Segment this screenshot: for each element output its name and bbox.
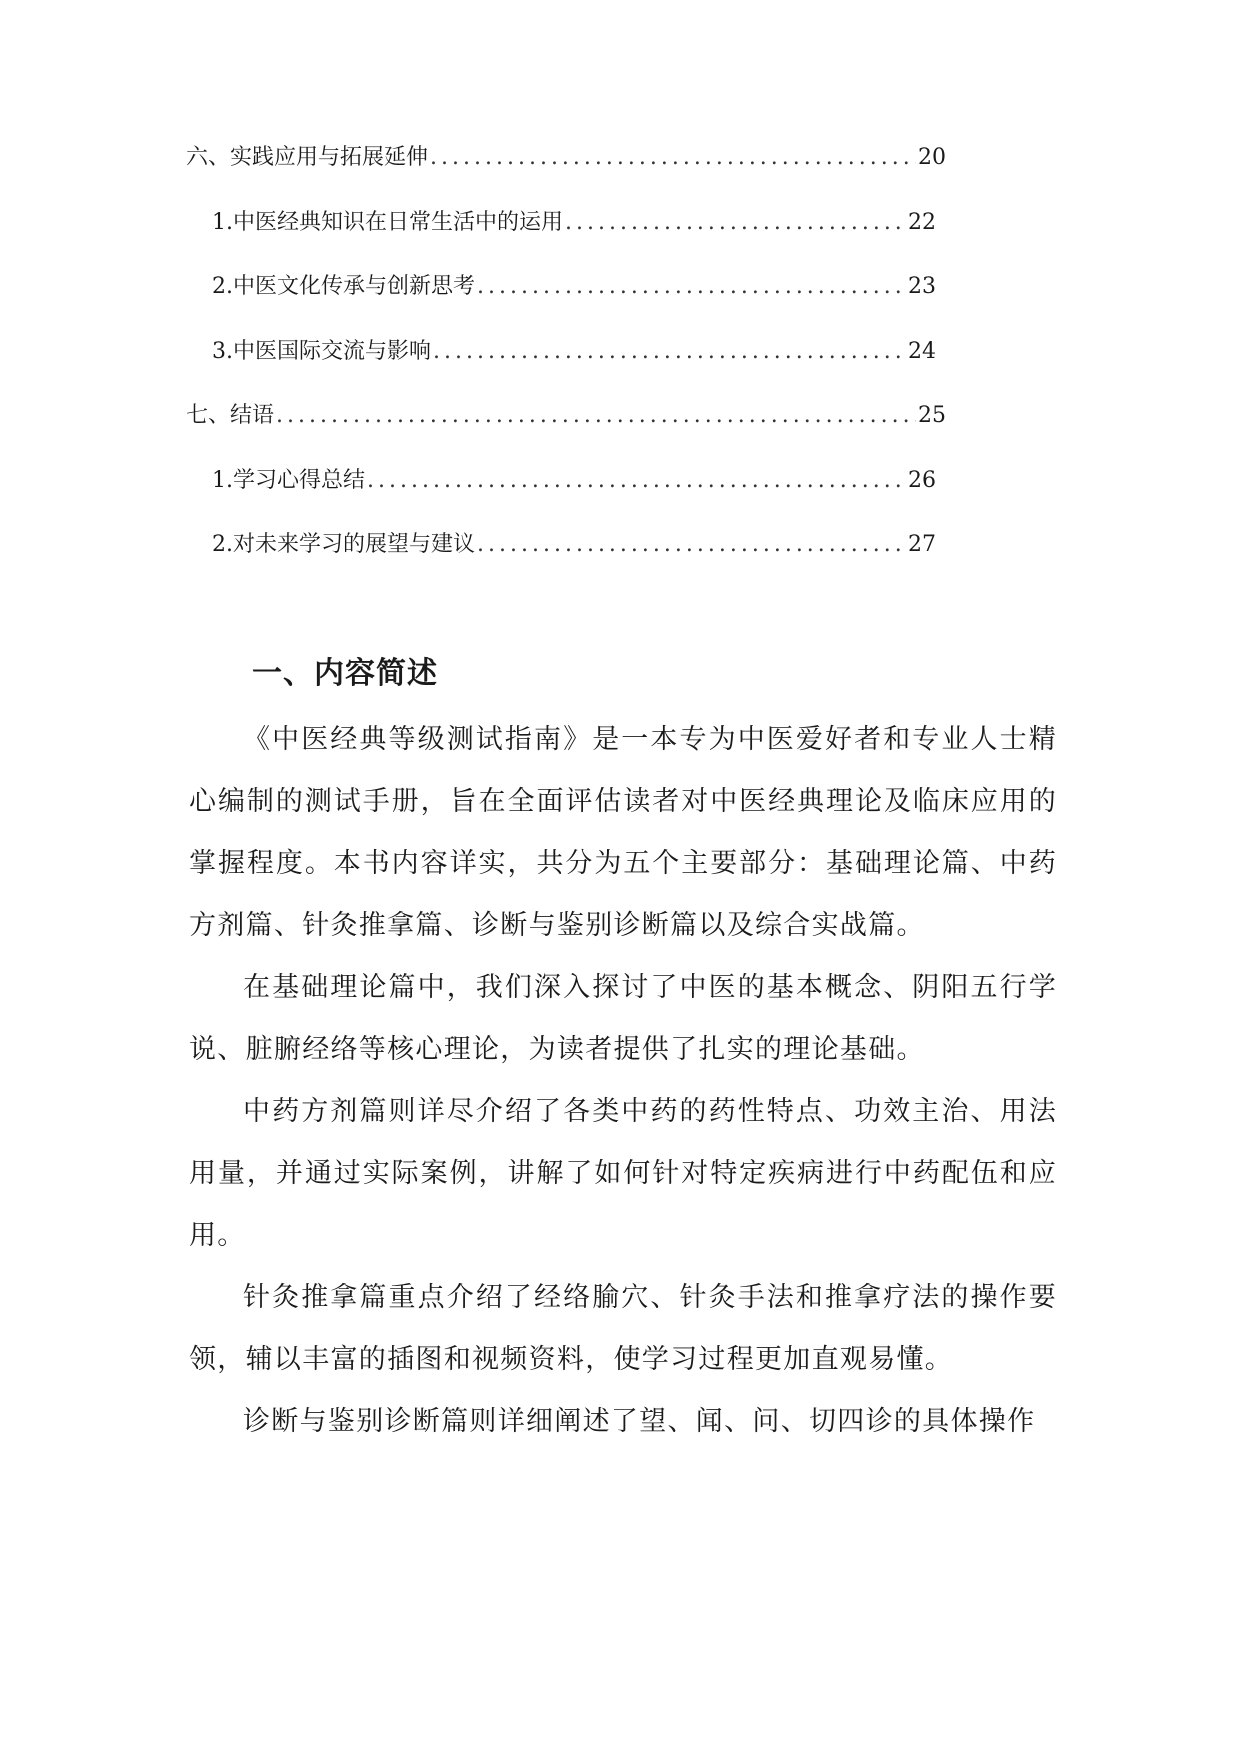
toc-entry-page: 24	[908, 338, 936, 364]
toc-entry-title: 对未来学习的展望与建议	[233, 532, 476, 557]
toc-entry-title: 中医经典知识在日常生活中的运用	[233, 209, 564, 235]
toc-entry-number: 1.	[212, 467, 233, 493]
body-paragraph: 在基础理论篇中，我们深入探讨了中医的基本概念、阴阳五行学说、脏腑经络等核心理论，为读者提供了扎实的理论基础。	[189, 972, 1057, 1065]
toc-entry[interactable]	[186, 466, 946, 531]
toc-entry-title: 中医文化传承与创新思考	[233, 274, 476, 299]
section-heading: 一、内容简述	[252, 656, 438, 692]
body-paragraph: 诊断与鉴别诊断篇则详细阐述了望、闻、问、切四诊的具体操作	[243, 1406, 1036, 1437]
toc-entry-title: 学习心得总结	[233, 467, 366, 493]
toc-entry[interactable]	[186, 337, 946, 402]
toc-dot-leader	[276, 401, 916, 431]
body-paragraph: 《中医经典等级测试指南》是一本专为中医爱好者和专业人士精心编制的测试手册，旨在全面评估读者对中医经典理论及临床应用的掌握程度。本书内容详实，共分为五个主要部分：基础理论篇、中药方剂篇、针灸推拿篇、诊断与鉴别诊断篇以及综合实战篇。	[189, 724, 1057, 941]
toc-dot-leader	[565, 208, 906, 238]
toc-entry[interactable]	[186, 272, 946, 337]
toc-entry[interactable]	[186, 401, 946, 466]
toc-dot-leader	[430, 143, 916, 173]
toc-entry-page: 22	[908, 209, 936, 235]
toc-entry-number: 3.	[212, 338, 233, 364]
toc-entry-number: 2.	[212, 532, 233, 557]
body-paragraph: 中药方剂篇则详尽介绍了各类中药的药性特点、功效主治、用法用量，并通过实际案例，讲解了如何针对特定疾病进行中药配伍和应用。	[189, 1096, 1057, 1251]
toc-entry-page: 26	[908, 467, 936, 493]
toc-dot-leader	[433, 337, 906, 367]
toc-entry-title: 六、实践应用与拓展延伸	[186, 145, 429, 170]
toc-dot-leader	[477, 530, 906, 560]
toc-entry-title: 中医国际交流与影响	[233, 338, 432, 364]
section-body	[189, 709, 1057, 1453]
body-paragraph: 针灸推拿篇重点介绍了经络腧穴、针灸手法和推拿疗法的操作要领，辅以丰富的插图和视频资料，使学习过程更加直观易懂。	[189, 1282, 1057, 1375]
toc-entry-title: 七、结语	[186, 403, 275, 428]
table-of-contents	[186, 143, 946, 595]
toc-dot-leader	[477, 272, 906, 302]
toc-dot-leader	[367, 466, 906, 496]
toc-entry-page: 20	[918, 145, 946, 170]
toc-entry[interactable]	[186, 208, 946, 273]
toc-entry-page: 27	[908, 532, 936, 557]
toc-entry-page: 23	[908, 274, 936, 299]
toc-entry-page: 25	[918, 403, 946, 428]
toc-entry-number: 1.	[212, 209, 233, 235]
toc-entry[interactable]	[186, 143, 946, 208]
toc-entry-number: 2.	[212, 274, 233, 299]
toc-entry[interactable]	[186, 530, 946, 595]
